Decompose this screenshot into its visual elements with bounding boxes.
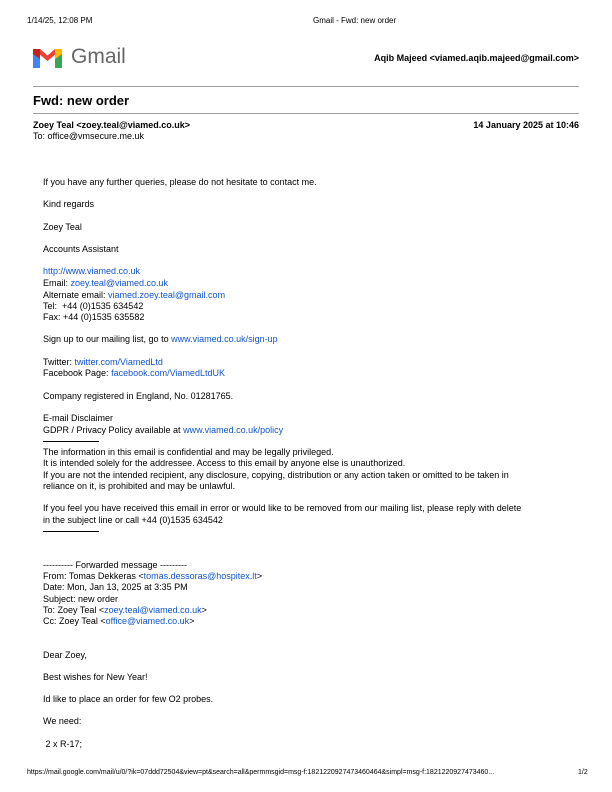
body-text: Best wishes for New Year! xyxy=(43,672,148,682)
facebook-link[interactable]: facebook.com/ViamedLtdUK xyxy=(111,368,225,378)
bracket: > xyxy=(189,616,195,626)
divider xyxy=(33,86,579,87)
disclaimer-text: reliance on it, is prohibited and may be unlawful. xyxy=(43,481,236,491)
page-number: 1/2 xyxy=(578,769,588,776)
removal-text: If you feel you have received this email in error or would like to be removed from our mailing list, please reply with delete xyxy=(43,503,522,513)
company-reg: Company registered in England, No. 01281765. xyxy=(43,391,234,401)
email-subject: Fwd: new order xyxy=(33,93,130,108)
account-owner: Aqib Majeed <viamed.aqib.majeed@gmail.com> xyxy=(374,53,579,63)
divider xyxy=(33,113,579,114)
fwd-to-email[interactable]: zoey.teal@viamed.co.uk xyxy=(104,605,202,615)
signup-link[interactable]: www.viamed.co.uk/sign-up xyxy=(171,334,278,344)
twitter-link[interactable]: twitter.com/ViamedLtd xyxy=(74,357,163,367)
fwd-cc xyxy=(43,616,194,627)
body-text: We need: xyxy=(43,716,82,726)
divider xyxy=(43,531,99,532)
label: Alternate email: xyxy=(43,290,106,300)
alt-email-link[interactable]: viamed.zoey.teal@gmail.com xyxy=(108,290,226,300)
signature-name: Zoey Teal xyxy=(43,222,82,232)
alt-email-line xyxy=(43,290,225,301)
label: Email: xyxy=(43,278,69,288)
facebook-line xyxy=(43,368,225,379)
divider xyxy=(43,441,99,442)
policy-link[interactable]: www.viamed.co.uk/policy xyxy=(183,425,284,435)
label: Facebook Page: xyxy=(43,368,109,378)
order-item: 2 x R-17; xyxy=(43,739,83,749)
fwd-subject: Subject: new order xyxy=(43,594,119,604)
disclaimer-text: It is intended solely for the addressee. Access to this email by anyone else is unauthorized. xyxy=(43,458,406,468)
email-date: 14 January 2025 at 10:46 xyxy=(473,120,579,130)
gmail-wordmark: Gmail xyxy=(71,45,126,68)
disclaimer-title: E-mail Disclaimer xyxy=(43,413,114,423)
body-text: Kind regards xyxy=(43,199,95,209)
label: Cc: Zoey Teal < xyxy=(43,616,106,626)
print-url: https://mail.google.com/mail/u/0/?ik=07ddd72504&view=pt&search=all&permmsgid=msg-f:1821220927473460464&simpl=msg-f:1821220927473460... xyxy=(27,769,495,776)
fwd-to xyxy=(43,605,207,616)
label: Twitter: xyxy=(43,357,73,367)
label: GDPR / Privacy Policy available at xyxy=(43,425,181,435)
bracket: > xyxy=(201,605,207,615)
email-sender: Zoey Teal <zoey.teal@viamed.co.uk> xyxy=(33,120,191,130)
print-datetime: 1/14/25, 12:08 PM xyxy=(27,16,93,25)
email-line xyxy=(43,278,168,289)
body-text: Id like to place an order for few O2 probes. xyxy=(43,694,214,704)
tel: Tel: +44 (0)1535 634542 xyxy=(43,301,144,311)
print-page-title: Gmail - Fwd: new order xyxy=(313,16,397,25)
forwarded-header: ---------- Forwarded message --------- xyxy=(43,560,187,570)
label: From: Tomas Dekkeras < xyxy=(43,571,144,581)
removal-text: in the subject line or call +44 (0)1535 634542 xyxy=(43,515,223,525)
gmail-m-icon xyxy=(33,46,62,68)
twitter-line xyxy=(43,357,163,368)
gdpr-line xyxy=(43,425,283,436)
signup-line xyxy=(43,334,278,345)
fwd-from xyxy=(43,571,262,582)
label: Sign up to our mailing list, go to xyxy=(43,334,169,344)
fwd-cc-email[interactable]: office@viamed.co.uk xyxy=(105,616,190,626)
email-recipient: To: office@vmsecure.me.uk xyxy=(33,131,145,141)
label: To: Zoey Teal < xyxy=(43,605,105,615)
greeting: Dear Zoey, xyxy=(43,650,87,660)
disclaimer-text: The information in this email is confidential and may be legally privileged. xyxy=(43,447,334,457)
fax: Fax: +44 (0)1535 635582 xyxy=(43,312,145,322)
fwd-date: Date: Mon, Jan 13, 2025 at 3:35 PM xyxy=(43,582,188,592)
fwd-from-email[interactable]: tomas.dessoras@hospitex.lt xyxy=(143,571,257,581)
disclaimer-text: If you are not the intended recipient, any disclosure, copying, distribution or any action taken or omitted to be taken in xyxy=(43,470,509,480)
signature-role: Accounts Assistant xyxy=(43,244,119,254)
website-link[interactable]: http://www.viamed.co.uk xyxy=(43,266,141,276)
bracket: > xyxy=(256,571,263,581)
body-text: If you have any further queries, please do not hesitate to contact me. xyxy=(43,177,317,187)
email-link[interactable]: zoey.teal@viamed.co.uk xyxy=(70,278,169,288)
